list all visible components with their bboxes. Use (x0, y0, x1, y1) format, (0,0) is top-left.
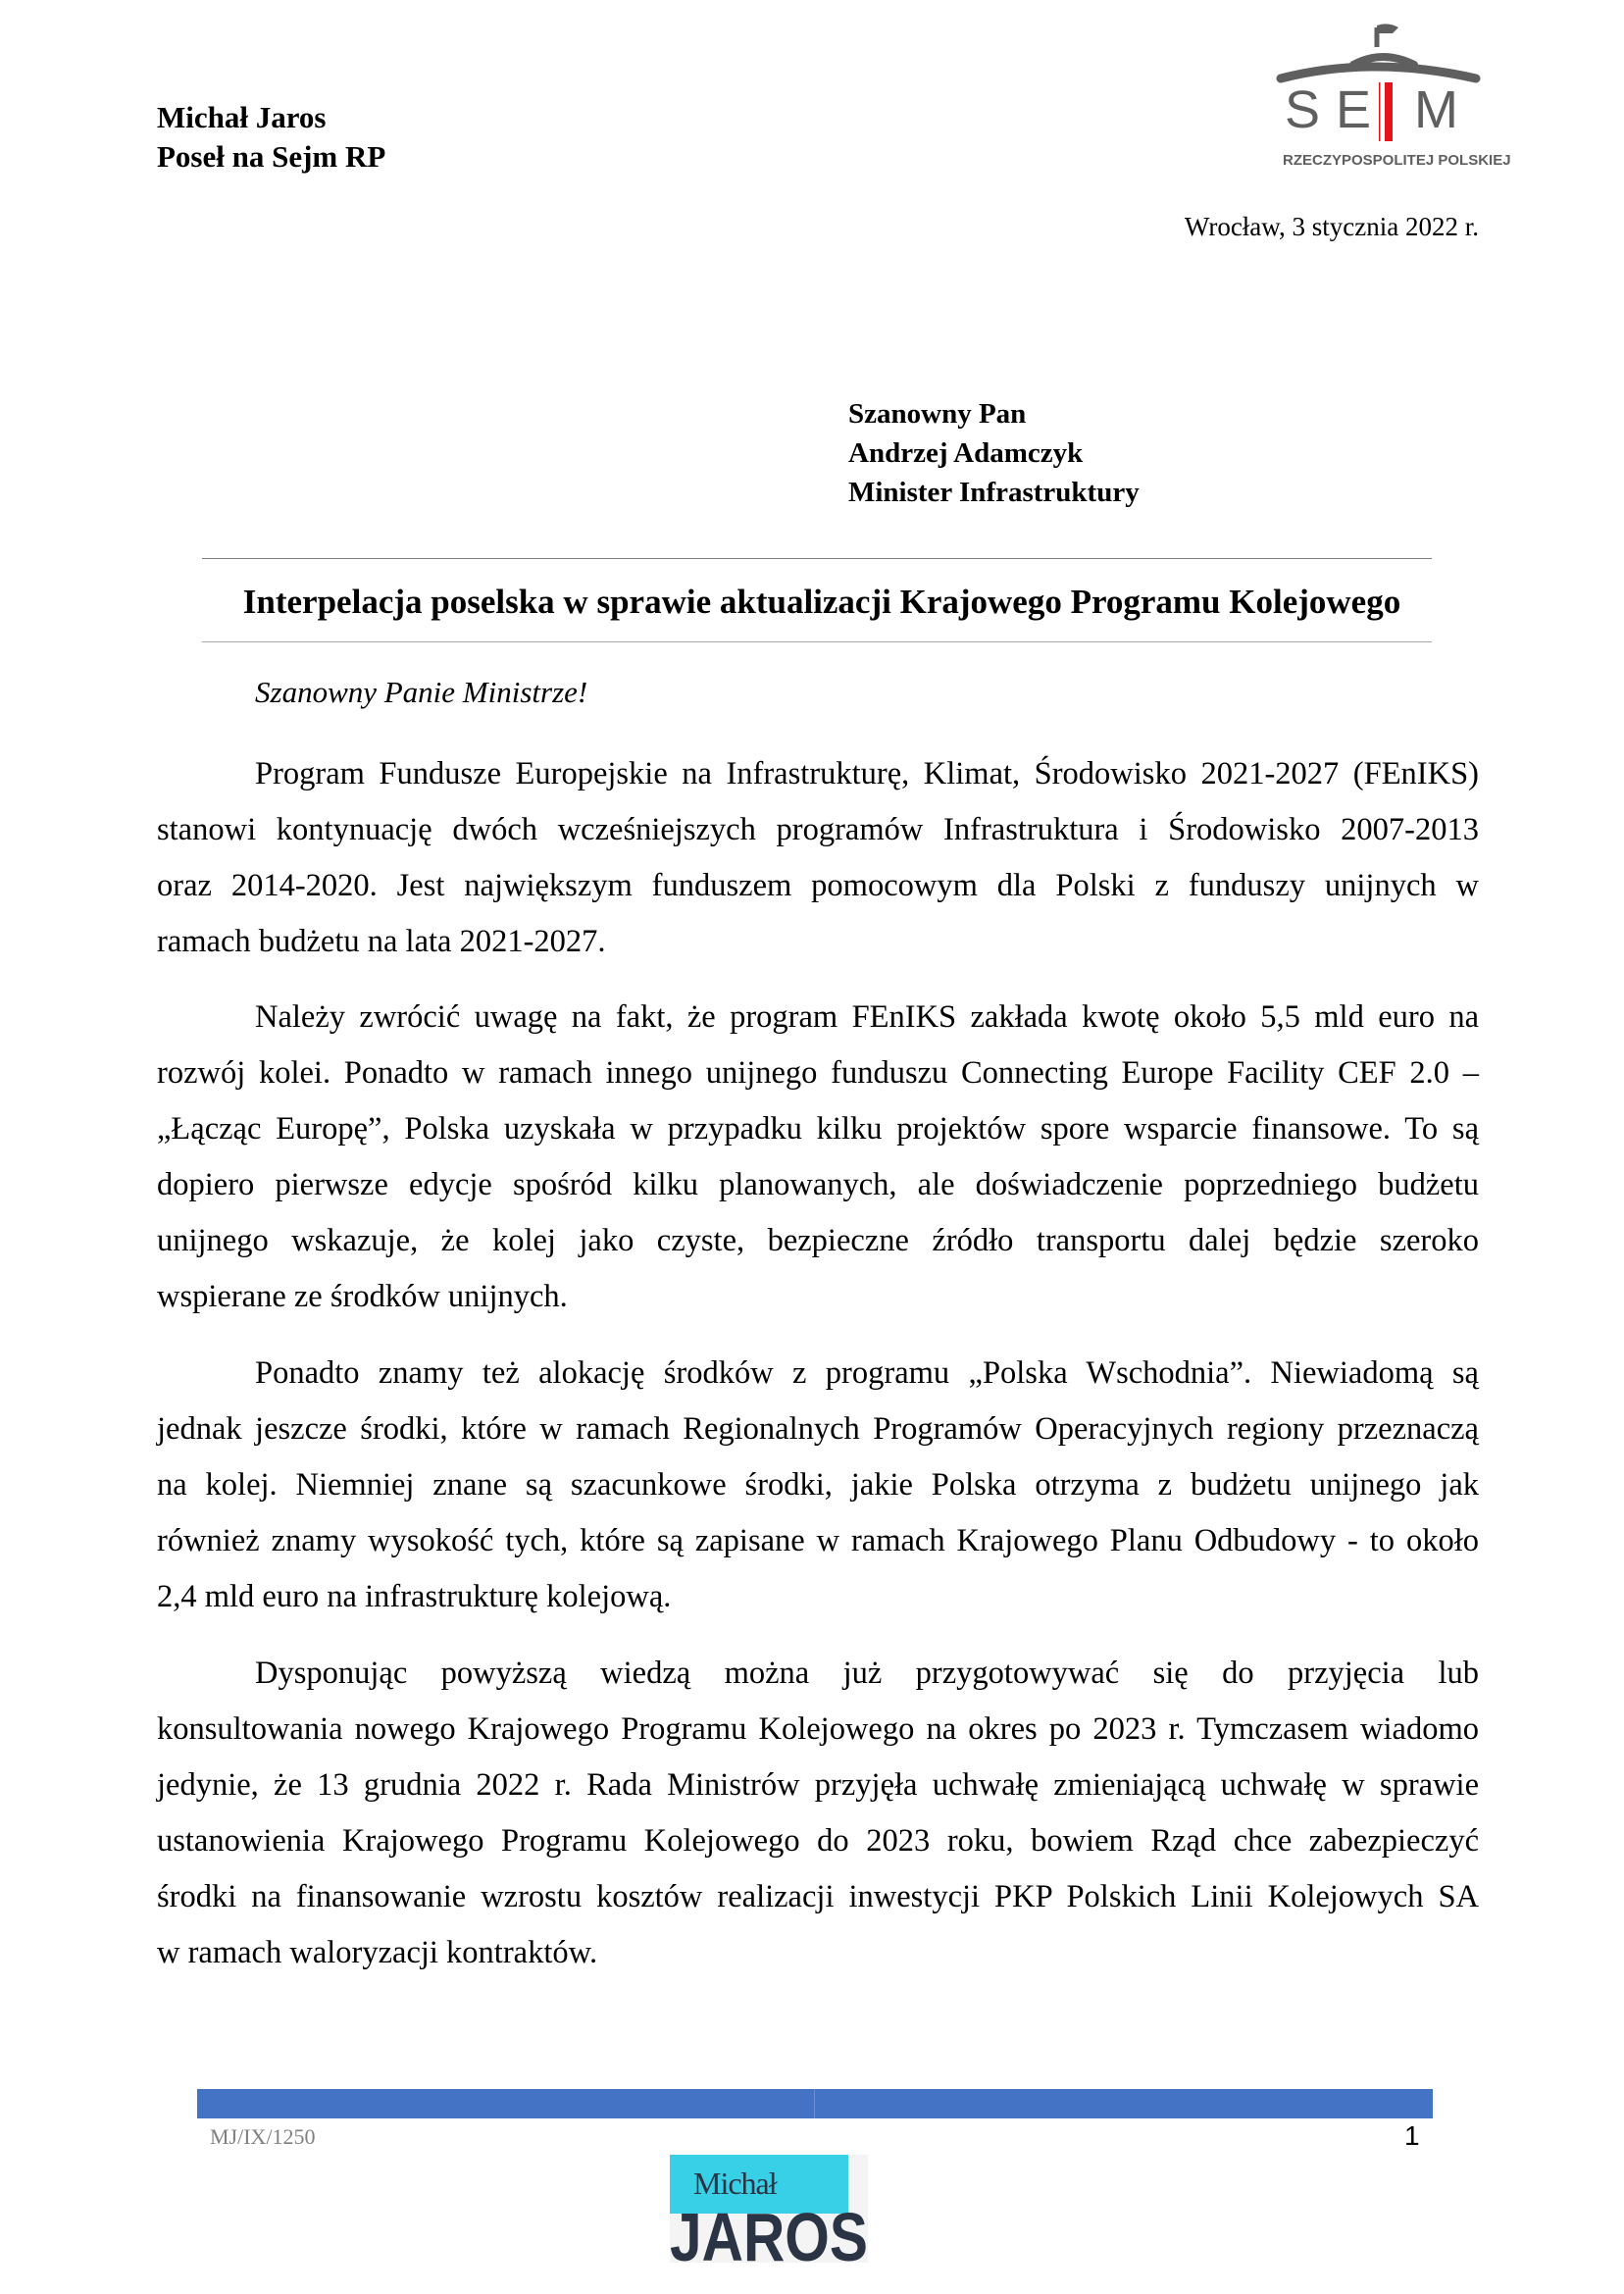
text-line: stanowi kontynuację dwóch wcześniejszych programów Infrastruktura i Środowisko 2007-2013 (157, 812, 1479, 847)
divider-top (202, 558, 1432, 559)
addressee-line: Minister Infrastruktury (848, 477, 1140, 508)
text-line: ramach budżetu na lata 2021-2027. (157, 924, 606, 959)
addressee-block (848, 394, 1140, 512)
text-line: wspierane ze środków unijnych. (157, 1279, 568, 1314)
text-line: ustanowienia Krajowego Programu Kolejowego do 2023 roku, bowiem Rząd chce zabezpieczyć (157, 1823, 1479, 1859)
text-line: jednak jeszcze środki, które w ramach Regionalnych Programów Operacyjnych regiony przeznaczą (157, 1411, 1479, 1447)
paragraph-1 (157, 746, 1479, 970)
paragraph-2 (157, 990, 1479, 1325)
text-line: w ramach waloryzacji kontraktów. (157, 1935, 598, 1970)
addressee-line: Andrzej Adamczyk (848, 437, 1084, 469)
jaros-logo (670, 2155, 868, 2275)
svg-text:Michał: Michał (693, 2166, 777, 2201)
svg-text:M: M (1414, 80, 1458, 139)
text-line: na kolej. Niemniej znane są szacunkowe środki, jakie Polska otrzyma z budżetu unijnego jak (157, 1467, 1479, 1503)
svg-text:S: S (1285, 80, 1321, 139)
sejm-logo (1275, 18, 1511, 170)
text-line: dopiero pierwsze edycje spośród kilku planowanych, ale doświadczenie poprzedniego budżetu (157, 1167, 1479, 1202)
text-line: również znamy wysokość tych, które są zapisane w ramach Krajowego Planu Odbudowy - to około (157, 1523, 1479, 1558)
paragraph-4 (157, 1646, 1479, 1981)
page-number: 1 (1404, 2120, 1420, 2151)
sender-block (157, 98, 385, 177)
sender-title: Poseł na Sejm RP (157, 139, 386, 174)
text-line: rozwój kolei. Ponadto w ramach innego unijnego funduszu Connecting Europe Facility CEF 2.0 – (157, 1055, 1479, 1091)
document-title: Interpelacja poselska w sprawie aktualizacji Krajowego Programu Kolejowego (242, 583, 1401, 621)
text-line: konsultowania nowego Krajowego Programu Kolejowego na okres po 2023 r. Tymczasem wiadomo (157, 1711, 1479, 1747)
salutation: Szanowny Panie Ministrze! (255, 675, 588, 709)
addressee-line: Szanowny Pan (848, 398, 1027, 430)
text-line: 2,4 mld euro na infrastrukturę kolejową. (157, 1579, 672, 1614)
text-line: jedynie, że 13 grudnia 2022 r. Rada Ministrów przyjęła uchwałę zmieniającą uchwałę w sprawie (157, 1767, 1479, 1803)
text-line: oraz 2014-2020. Jest największym funduszem pomocowym dla Polski z funduszy unijnych w (157, 868, 1479, 903)
sejm-logo-subtitle: RZECZYPOSPOLITEJ POLSKIEJ (1283, 152, 1511, 169)
svg-text:JAROS: JAROS (670, 2199, 868, 2275)
divider-bottom (202, 641, 1432, 642)
footer-bar (197, 2089, 1433, 2118)
text-line: „Łącząc Europę”, Polska uzyskała w przypadku kilku projektów spore wsparcie finansowe. To są (157, 1111, 1479, 1147)
text-line: Dysponując powyższą wiedzą można już przygotowywać się do przyjęcia lub (255, 1656, 1479, 1691)
svg-text:E: E (1336, 80, 1372, 139)
text-line: środki na finansowanie wzrostu kosztów realizacji inwestycji PKP Polskich Linii Kolejowych SA (157, 1879, 1479, 1914)
text-line: Ponadto znamy też alokację środków z programu „Polska Wschodnia”. Niewiadomą są (255, 1355, 1479, 1391)
footer-bar-divider (814, 2089, 815, 2118)
text-line: Program Fundusze Europejskie na Infrastrukturę, Klimat, Środowisko 2021-2027 (FEnIKS) (255, 756, 1479, 791)
letter-date: Wrocław, 3 stycznia 2022 r. (1184, 212, 1479, 241)
sender-name: Michał Jaros (157, 100, 327, 134)
document-reference: MJ/IX/1250 (210, 2124, 316, 2149)
text-line: unijnego wskazuje, że kolej jako czyste, bezpieczne źródło transportu dalej będzie szeroko (157, 1223, 1479, 1258)
paragraph-3 (157, 1346, 1479, 1625)
text-line: Należy zwrócić uwagę na fakt, że program FEnIKS zakłada kwotę około 5,5 mld euro na (255, 999, 1479, 1035)
